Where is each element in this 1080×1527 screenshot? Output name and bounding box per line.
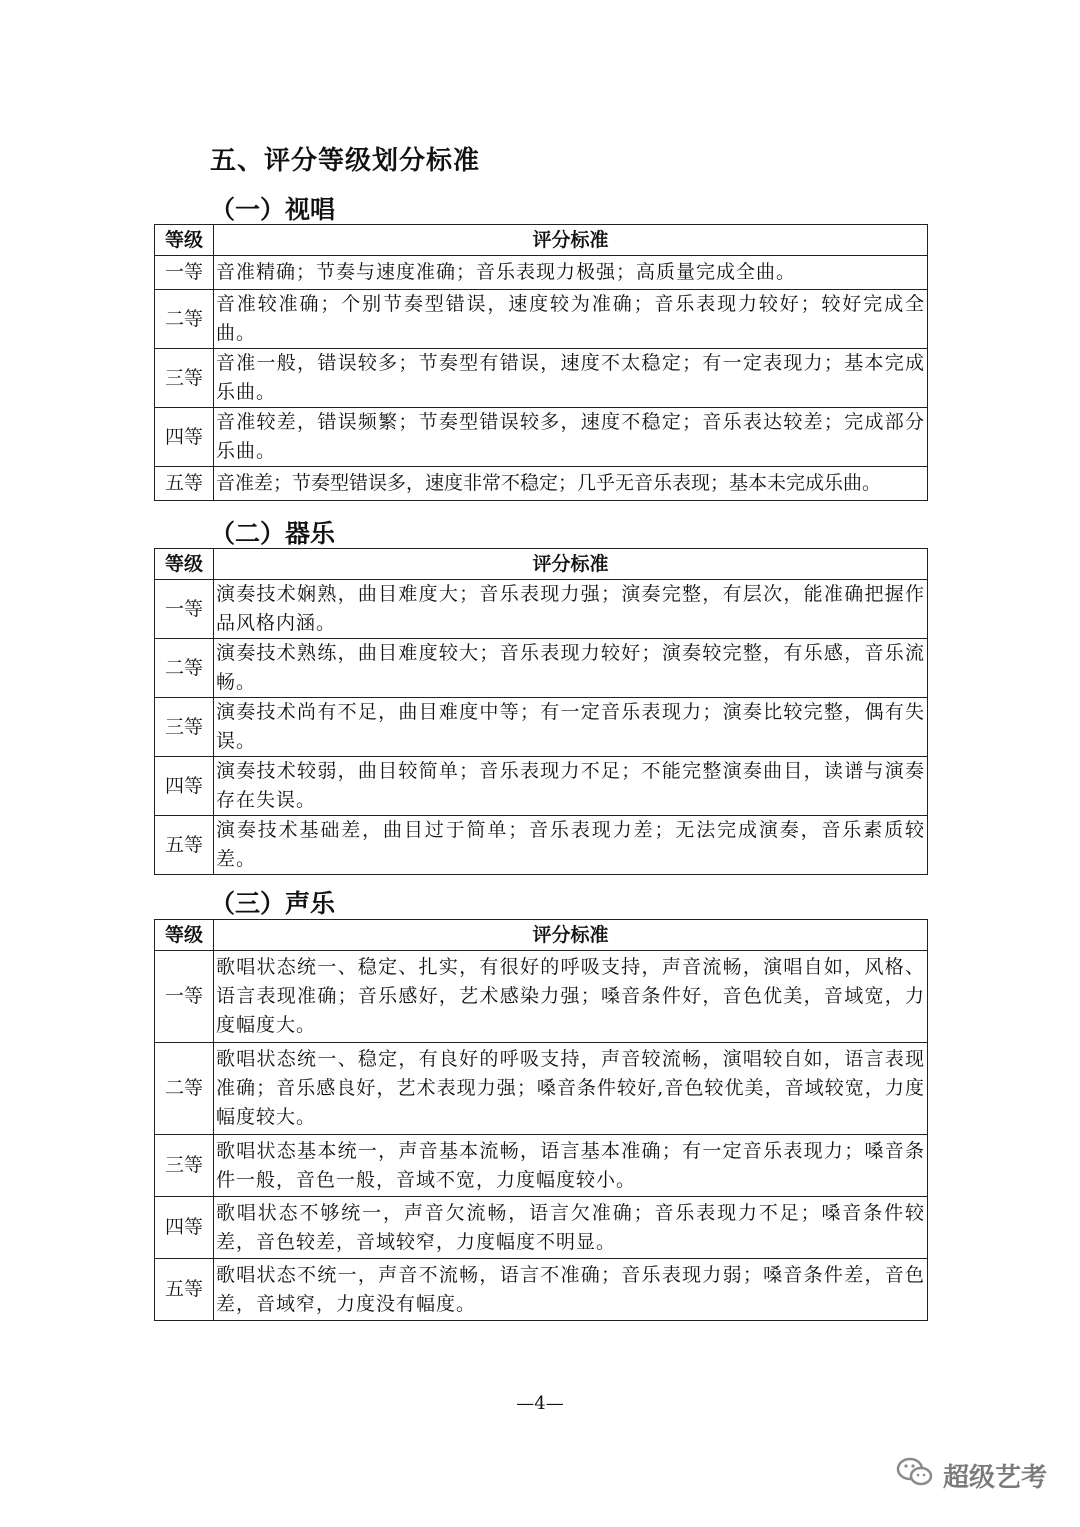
table-row bbox=[155, 408, 928, 467]
wechat-icon bbox=[895, 1455, 935, 1496]
grading-table-instrumental bbox=[154, 548, 928, 875]
criteria-cell: 歌唱状态统一、稳定，有良好的呼吸支持，声音较流畅，演唱较自如，语言表现准确；音乐感良好，艺术表现力强；嗓音条件较好,音色较优美，音域较宽，力度幅度较大。 bbox=[214, 1043, 928, 1135]
table-row bbox=[155, 639, 928, 698]
table-header-row bbox=[155, 225, 928, 256]
criteria-cell: 演奏技术基础差，曲目过于简单；音乐表现力差；无法完成演奏，音乐素质较差。 bbox=[214, 816, 928, 875]
level-cell: 三等 bbox=[155, 698, 214, 757]
grading-table-sight-singing bbox=[154, 224, 928, 501]
level-cell: 二等 bbox=[155, 1043, 214, 1135]
table-row bbox=[155, 467, 928, 501]
table-row bbox=[155, 1259, 928, 1321]
level-cell: 一等 bbox=[155, 256, 214, 290]
criteria-cell: 音准一般，错误较多；节奏型有错误，速度不太稳定；有一定表现力；基本完成乐曲。 bbox=[214, 349, 928, 408]
page-title: 五、评分等级划分标准 bbox=[210, 146, 481, 176]
header-criteria: 评分标准 bbox=[214, 549, 928, 580]
header-level: 等级 bbox=[155, 225, 214, 256]
section-title-vocal: （三）声乐 bbox=[210, 889, 336, 918]
criteria-cell: 歌唱状态不够统一，声音欠流畅，语言欠准确；音乐表现力不足；嗓音条件较差，音色较差，音域较窄，力度幅度不明显。 bbox=[214, 1197, 928, 1259]
level-cell: 五等 bbox=[155, 1259, 214, 1321]
criteria-cell: 演奏技术熟练，曲目难度较大；音乐表现力较好；演奏较完整，有乐感，音乐流畅。 bbox=[214, 639, 928, 698]
criteria-cell: 演奏技术较弱，曲目较简单；音乐表现力不足；不能完整演奏曲目，读谱与演奏存在失误。 bbox=[214, 757, 928, 816]
level-cell: 四等 bbox=[155, 757, 214, 816]
watermark-text: 超级艺考 bbox=[943, 1463, 1048, 1493]
table-header-row bbox=[155, 920, 928, 951]
criteria-cell: 演奏技术尚有不足，曲目难度中等；有一定音乐表现力；演奏比较完整，偶有失误。 bbox=[214, 698, 928, 757]
table-row bbox=[155, 951, 928, 1043]
header-criteria: 评分标准 bbox=[214, 225, 928, 256]
section-title-instrumental: （二）器乐 bbox=[210, 519, 336, 548]
table-row bbox=[155, 1135, 928, 1197]
page-number: —4— bbox=[516, 1393, 564, 1414]
watermark bbox=[895, 1455, 1047, 1496]
grading-table-vocal bbox=[154, 919, 928, 1321]
criteria-cell: 音准差；节奏型错误多，速度非常不稳定；几乎无音乐表现；基本未完成乐曲。 bbox=[214, 467, 928, 501]
criteria-cell: 演奏技术娴熟，曲目难度大；音乐表现力强；演奏完整，有层次，能准确把握作品风格内涵。 bbox=[214, 580, 928, 639]
header-level: 等级 bbox=[155, 549, 214, 580]
table-row bbox=[155, 580, 928, 639]
header-level: 等级 bbox=[155, 920, 214, 951]
criteria-cell: 音准精确；节奏与速度准确；音乐表现力极强；高质量完成全曲。 bbox=[214, 256, 928, 290]
header-criteria: 评分标准 bbox=[214, 920, 928, 951]
criteria-cell: 音准较差，错误频繁；节奏型错误较多，速度不稳定；音乐表达较差；完成部分乐曲。 bbox=[214, 408, 928, 467]
level-cell: 五等 bbox=[155, 467, 214, 501]
criteria-cell: 音准较准确；个别节奏型错误，速度较为准确；音乐表现力较好；较好完成全曲。 bbox=[214, 290, 928, 349]
level-cell: 三等 bbox=[155, 1135, 214, 1197]
level-cell: 二等 bbox=[155, 639, 214, 698]
level-cell: 一等 bbox=[155, 951, 214, 1043]
section-title-sight-singing: （一）视唱 bbox=[210, 195, 336, 224]
level-cell: 三等 bbox=[155, 349, 214, 408]
table-row bbox=[155, 816, 928, 875]
table-row bbox=[155, 757, 928, 816]
table-row bbox=[155, 1043, 928, 1135]
table-row bbox=[155, 256, 928, 290]
table-row bbox=[155, 698, 928, 757]
level-cell: 五等 bbox=[155, 816, 214, 875]
table-header-row bbox=[155, 549, 928, 580]
table-row bbox=[155, 1197, 928, 1259]
table-row bbox=[155, 349, 928, 408]
level-cell: 一等 bbox=[155, 580, 214, 639]
table-row bbox=[155, 290, 928, 349]
level-cell: 四等 bbox=[155, 1197, 214, 1259]
level-cell: 二等 bbox=[155, 290, 214, 349]
criteria-cell: 歌唱状态基本统一，声音基本流畅，语言基本准确；有一定音乐表现力；嗓音条件一般，音色一般，音域不宽，力度幅度较小。 bbox=[214, 1135, 928, 1197]
criteria-cell: 歌唱状态不统一，声音不流畅，语言不准确；音乐表现力弱；嗓音条件差，音色差，音域窄，力度没有幅度。 bbox=[214, 1259, 928, 1321]
criteria-cell: 歌唱状态统一、稳定、扎实，有很好的呼吸支持，声音流畅，演唱自如，风格、语言表现准确；音乐感好，艺术感染力强；嗓音条件好，音色优美，音域宽，力度幅度大。 bbox=[214, 951, 928, 1043]
level-cell: 四等 bbox=[155, 408, 214, 467]
